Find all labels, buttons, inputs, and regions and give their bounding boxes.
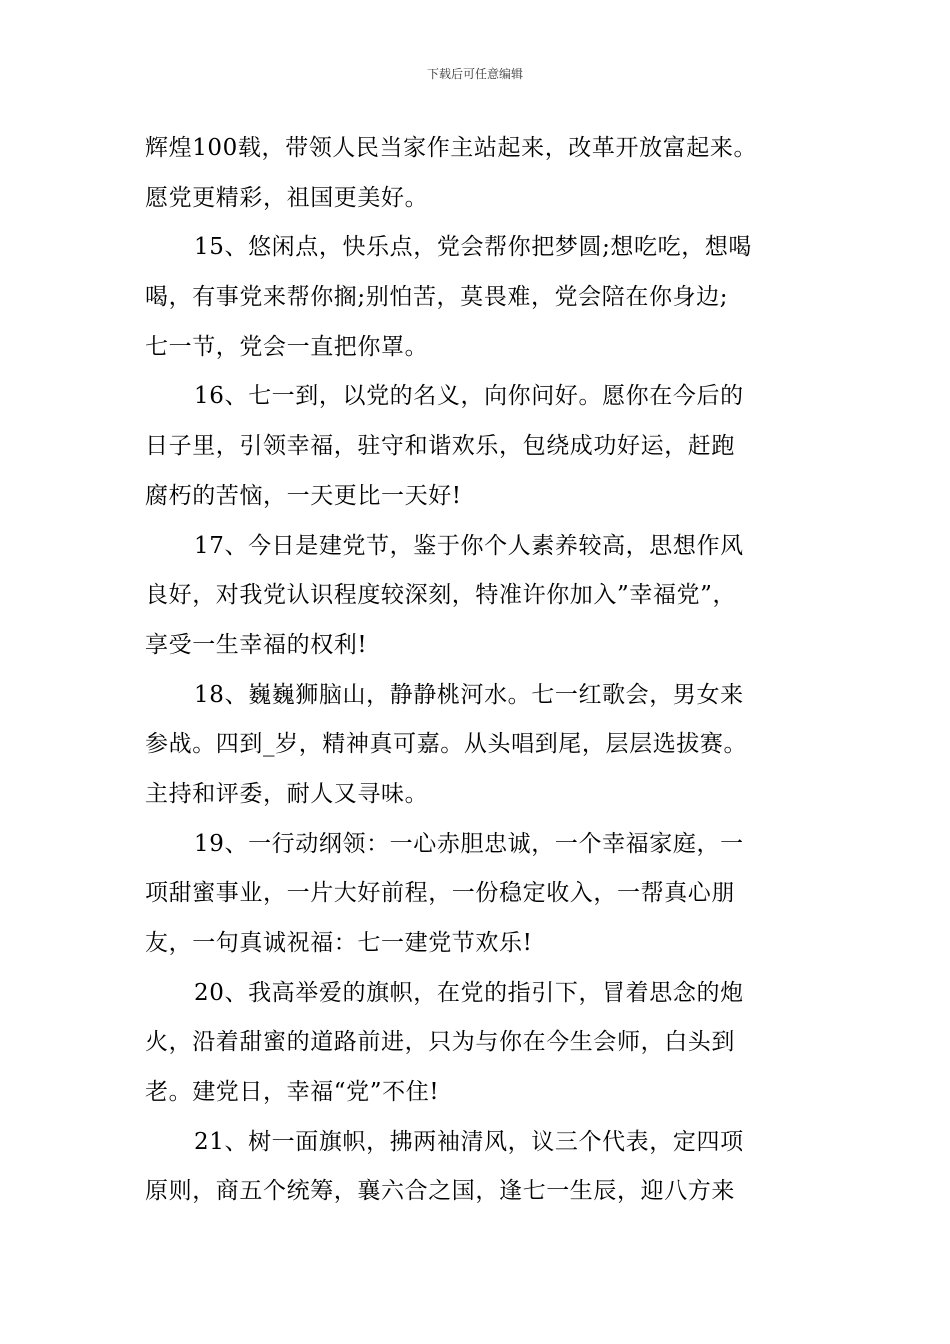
text-line: 辉煌100载，带领人民当家作主站起来，改革开放富起来。: [145, 135, 758, 161]
document-body: [145, 124, 810, 1217]
text-line: 参战。四到_岁，精神真可嘉。从头唱到尾，层层选拔赛。: [145, 731, 748, 758]
text-line: 火，沿着甜蜜的道路前进，只为与你在今生会师，白头到: [145, 1029, 735, 1056]
text-line: 友，一句真诚祝福：七一建党节欢乐!: [145, 930, 533, 956]
text-line: 喝，有事党来帮你搁;别怕苦，莫畏难，党会陪在你身边;: [145, 284, 729, 311]
text-line: 15、悠闲点，快乐点，党会帮你把梦圆;想吃吃，想喝: [194, 234, 753, 261]
text-line: 21、树一面旗帜，拂两袖清风，议三个代表，定四项: [194, 1128, 744, 1155]
text-line: 18、巍巍狮脑山，静静桃河水。七一红歌会，男女来: [194, 681, 744, 708]
text-line: 主持和评委，耐人又寻味。: [145, 780, 429, 807]
text-line: 腐朽的苦恼，一天更比一天好!: [145, 482, 462, 509]
text-line: 愿党更精彩，祖国更美好。: [145, 184, 429, 211]
text-line: 享受一生幸福的权利!: [145, 631, 368, 658]
text-line: 老。建党日，幸福“党”不住!: [145, 1079, 440, 1106]
text-line: 20、我高举爱的旗帜，在党的指引下，冒着思念的炮: [194, 979, 744, 1006]
text-line: 项甜蜜事业，一片大好前程，一份稳定收入，一帮真心朋: [145, 880, 735, 907]
text-line: 良好，对我党认识程度较深刻，特准许你加入”幸福党”，: [145, 582, 737, 609]
text-line: 17、今日是建党节，鉴于你个人素养较高，思想作风: [194, 532, 744, 559]
page-header: 下载后可任意编辑: [426, 67, 523, 81]
text-line: 七一节，党会一直把你罩。: [145, 333, 429, 360]
text-line: 原则，商五个统筹，襄六合之国，逢七一生辰，迎八方来: [145, 1178, 735, 1205]
text-line: 日子里，引领幸福，驻守和谐欢乐，包绕成功好运，赶跑: [145, 433, 735, 460]
text-line: 16、七一到，以党的名义，向你问好。愿你在今后的: [194, 383, 744, 410]
text-line: 19、一行动纲领：一心赤胆忠诚，一个幸福家庭，一: [194, 830, 744, 857]
